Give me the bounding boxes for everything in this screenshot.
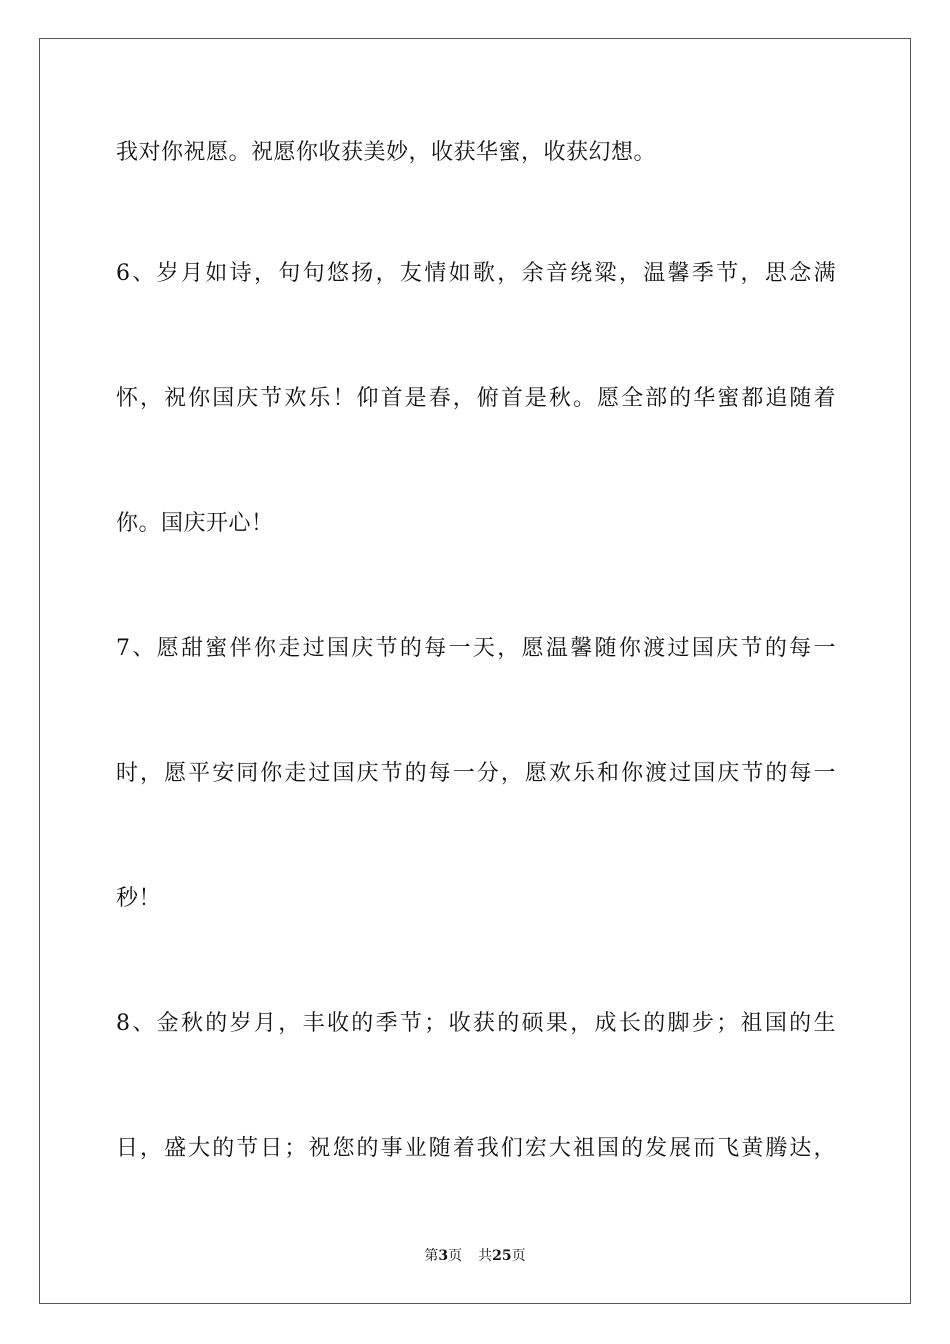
page-suffix: 页 xyxy=(448,1248,463,1264)
total-suffix: 页 xyxy=(511,1248,526,1264)
text-line-6: 时，愿平安同你走过国庆节的每一分，愿欢乐和你渡过国庆节的每一 xyxy=(116,761,836,786)
text-line-1: 我对你祝愿。祝愿你收获美妙，收获华蜜，收获幻想。 xyxy=(116,140,657,165)
page-total: 25 xyxy=(492,1248,512,1264)
page-prefix: 第 xyxy=(424,1248,439,1264)
page-footer xyxy=(0,1246,950,1266)
text-line-9: 日，盛大的节日；祝您的事业随着我们宏大祖国的发展而飞黄腾达， xyxy=(116,1136,836,1161)
text-line-3: 怀，祝你国庆节欢乐！仰首是春，俯首是秋。愿全部的华蜜都追随着 xyxy=(116,386,836,411)
total-prefix: 共 xyxy=(478,1248,493,1264)
text-line-4: 你。国庆开心！ xyxy=(116,511,274,536)
text-line-5: 7、愿甜蜜伴你走过国庆节的每一天，愿温馨随你渡过国庆节的每一 xyxy=(116,636,836,661)
page-frame xyxy=(39,38,911,1304)
text-line-8: 8、金秋的岁月，丰收的季节；收获的硕果，成长的脚步；祖国的生 xyxy=(116,1011,836,1036)
page-current: 3 xyxy=(438,1248,449,1264)
text-line-7: 秒！ xyxy=(116,886,162,911)
text-line-2: 6、岁月如诗，句句悠扬，友情如歌，余音绕粱，温馨季节，思念满 xyxy=(116,261,836,286)
